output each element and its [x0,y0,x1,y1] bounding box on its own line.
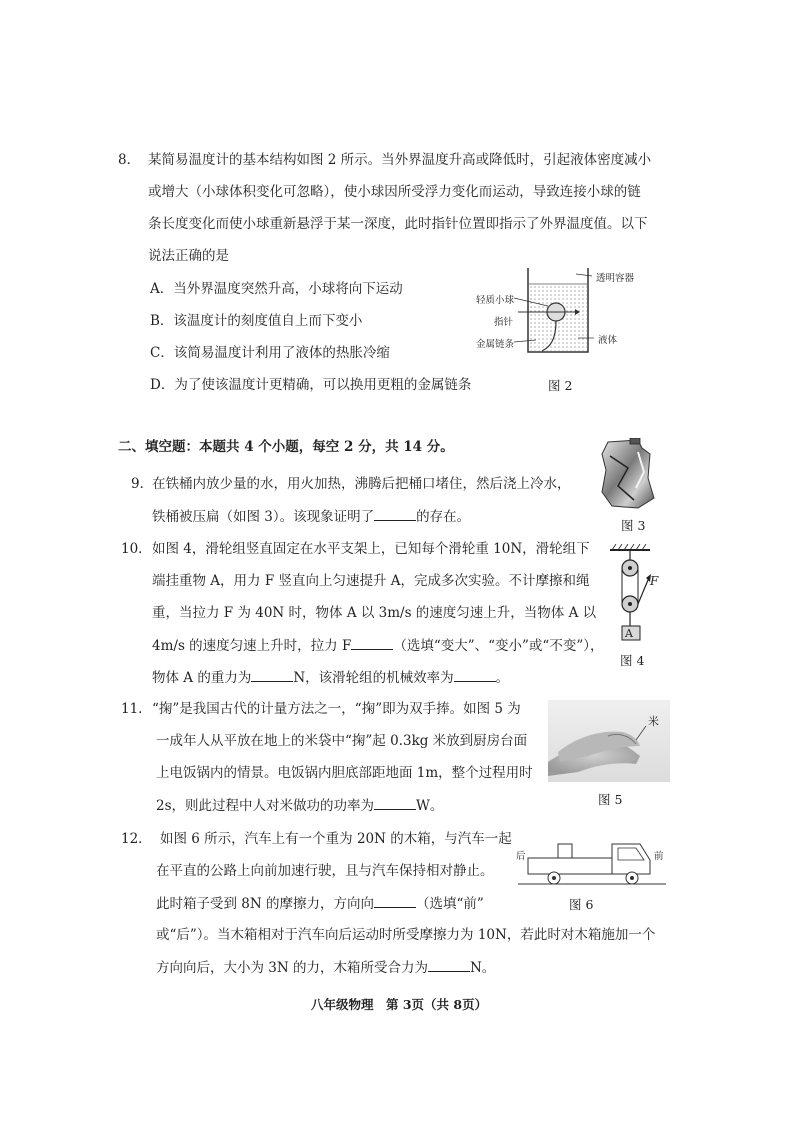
question-text-line: 铁桶被压扁（如图 3）。该现象证明了 的存在。 [152,506,470,527]
label-pointer: 指针 [494,317,514,328]
question-text-line: 端挂重物 A，用力 F 竖直向上匀速提升 A，完成多次实验。不计摩擦和绳 [152,573,590,589]
question-text-line: 方向向后，大小为 3N 的力，木箱所受合力为 N。 [156,957,495,978]
question-number: 12． [121,831,152,847]
question-text-line: 上电饭锅内的情景。电饭锅内胆底部距地面 1m，整个过程用时 [156,765,533,781]
answer-blank[interactable] [454,667,496,682]
question-number: 10． [121,541,152,557]
question-number: 8． [118,152,141,168]
force-label: F [650,574,659,588]
pulley-figure [606,544,666,644]
label-chain: 金属链条 [476,339,515,350]
question-number: 9． [131,476,154,492]
page-footer: 八年级物理 第 3页（共 8页） [311,997,488,1012]
label-back: 后 [516,851,526,862]
label-container: 透明容器 [596,273,635,284]
option-b: B．该温度计的刻度值自上而下变小 [150,313,363,329]
question-text-line: 重，当拉力 F 为 40N 时，物体 A 以 3m/s 的速度匀速上升，当物体 A 以 [152,605,597,621]
rice-label: 米 [648,715,659,728]
figure-4-caption: 图 4 [620,653,645,668]
question-text-line: “掬”是我国古代的计量方法之一，“掬”即为双手捧。如图 5 为 [152,701,521,717]
label-front: 前 [654,851,664,862]
option-d: D．为了使该温度计更精确，可以换用更粗的金属链条 [150,377,472,393]
question-text-line: 此时箱子受到 8N 的摩擦力，方向向 （选填“前” [156,893,484,914]
question-text-line: 如图 6 所示，汽车上有一个重为 20N 的木箱，与汽车一起 [160,831,512,847]
answer-blank[interactable] [251,667,293,682]
question-text-line: 某简易温度计的基本结构如图 2 所示。当外界温度升高或降低时，引起液体密度减小 [148,152,652,168]
figure-3-caption: 图 3 [621,518,646,533]
question-text-line: 物体 A 的重力为 N，该滑轮组的机械效率为 。 [152,667,509,688]
truck-figure [514,836,674,894]
answer-blank[interactable] [374,795,416,810]
answer-blank[interactable] [351,635,393,650]
question-text-line: 或“后”）。当木箱相对于汽车向后运动时所受摩擦力为 10N，若此时对木箱施加一个 [156,927,656,943]
crushed-bucket-figure [598,438,656,510]
question-text-line: 或增大（小球体积变化可忽略），使小球因所受浮力变化而运动，导致连接小球的链 [148,184,641,200]
question-text-line: 一成年人从平放在地上的米袋中“掬”起 0.3kg 米放到厨房台面 [156,733,528,749]
question-text-line: 在平直的公路上向前加速行驶，且与汽车保持相对静止。 [156,863,494,879]
question-text-line: 2s，则此过程中人对米做功的功率为 W。 [156,795,443,816]
label-liquid: 液体 [598,335,618,346]
figure-2-caption: 图 2 [548,378,573,393]
question-text-line: 在铁桶内放少量的水，用火加热，沸腾后把桶口堵住，然后浇上冷水， [152,476,571,492]
question-number: 11． [121,701,152,717]
option-a: A．当外界温度突然升高，小球将向下运动 [150,281,403,297]
figure-5-caption: 图 5 [598,792,623,807]
label-ball: 轻质小球 [476,295,515,306]
weight-label: A [625,627,633,640]
question-text-line: 说法正确的是 [148,248,229,264]
question-text-line: 如图 4，滑轮组竖直固定在水平支架上，已知每个滑轮重 10N，滑轮组下 [152,541,590,557]
section-heading: 二、填空题：本题共 4 个小题，每空 2 分，共 14 分。 [118,439,454,455]
answer-blank[interactable] [428,957,470,972]
question-text-line: 4m/s 的速度匀速上升时，拉力 F （选填“变大”、“变小”或“不变”）， [152,635,604,656]
question-text-line: 条长度变化而使小球重新悬浮于某一深度，此时指针位置即指示了外界温度值。以下 [148,216,648,232]
answer-blank[interactable] [374,893,416,908]
figure-6-caption: 图 6 [569,897,594,912]
option-c: C．该简易温度计利用了液体的热胀冷缩 [150,345,390,361]
answer-blank[interactable] [374,506,416,521]
